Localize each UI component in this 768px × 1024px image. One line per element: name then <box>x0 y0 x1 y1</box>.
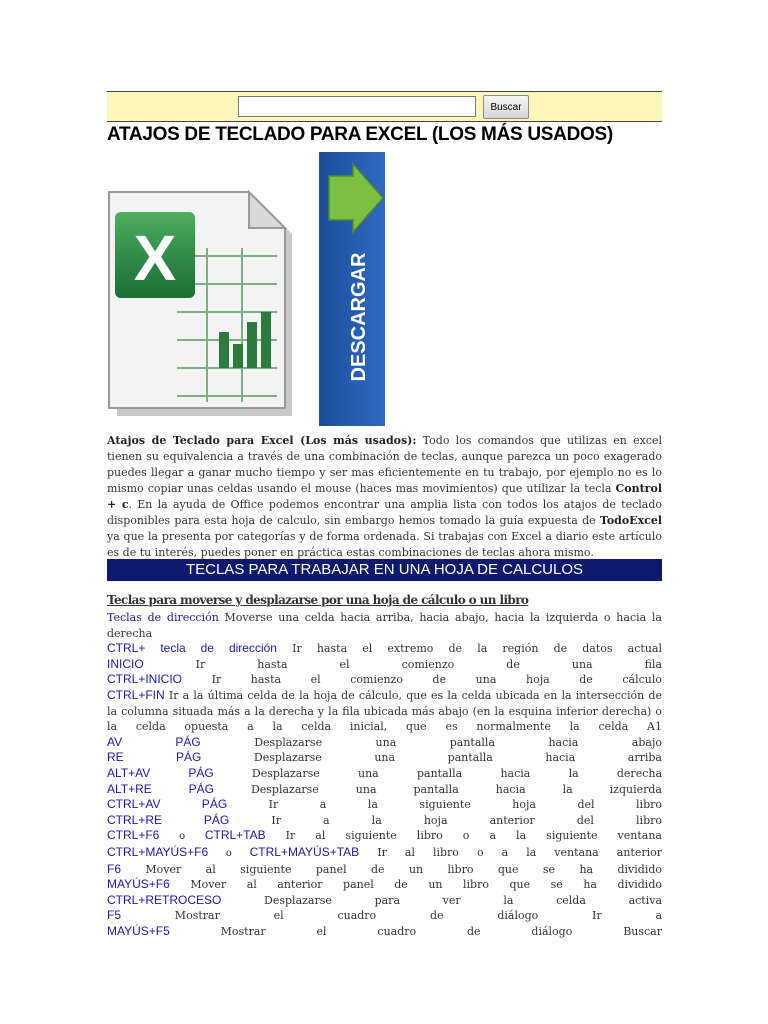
shortcut-desc: Ir hasta el comienzo de una fila <box>143 657 662 671</box>
shortcut-key[interactable]: CTRL+F6 <box>107 828 160 843</box>
shortcut-desc: Mover al siguiente panel de un libro que se ha dividido <box>121 862 662 876</box>
shortcut-key[interactable]: ALT+AV PÁG <box>107 765 214 780</box>
intro-text-2: . En la ayuda de Office podemos encontrar una amplia lista con todos los atajos de teclado disponibles para esta hoja de calculo, sin embargo hemos tomado la guía expuesta de <box>107 498 662 527</box>
search-bar <box>107 91 662 122</box>
shortcut-separator: o <box>208 847 250 859</box>
shortcut-desc: Ir a la siguiente hoja del libro <box>227 798 663 812</box>
shortcut-desc: Desplazarse una pantalla hacia la derecha <box>213 766 663 780</box>
shortcut-key[interactable]: MAYÚS+F5 <box>107 923 170 938</box>
shortcut-desc: Ir a la hoja anterior del libro <box>229 813 662 827</box>
shortcut-key[interactable]: CTRL+FIN <box>107 687 165 702</box>
shortcut-desc: Ir hasta el comienzo de una hoja de cálculo <box>182 673 662 687</box>
shortcut-key[interactable]: CTRL+ tecla de dirección <box>107 641 277 656</box>
shortcut-desc: Moverse una celda hacia arriba, hacia abajo, hacia la izquierda o hacia la derecha <box>107 611 662 640</box>
list-item <box>107 908 662 924</box>
shortcut-key[interactable]: Teclas de dirección <box>107 611 219 624</box>
shortcut-desc: Desplazarse una pantalla hacia abajo <box>200 735 662 749</box>
shortcut-key[interactable]: CTRL+RETROCESO <box>107 892 222 907</box>
list-item <box>107 828 662 845</box>
page-title: ATAJOS DE TECLADO PARA EXCEL (LOS MÁS USADOS) <box>107 124 613 145</box>
list-item <box>107 862 662 878</box>
shortcut-key-alt[interactable]: CTRL+TAB <box>204 828 266 843</box>
list-item <box>107 782 662 798</box>
shortcut-desc: Desplazarse para ver la celda activa <box>221 893 662 907</box>
shortcut-desc: Mostrar el cuadro de diálogo Buscar <box>169 924 662 938</box>
section-banner: TECLAS PARA TRABAJAR EN UNA HOJA DE CALCULOS <box>107 559 662 581</box>
list-item <box>107 641 662 657</box>
shortcut-key[interactable]: F5 <box>107 908 122 923</box>
intro-lead: Atajos de Teclado para Excel (Los más usados): <box>107 434 417 447</box>
shortcut-key[interactable]: RE PÁG <box>107 750 202 765</box>
list-item <box>107 924 662 940</box>
search-button[interactable]: Buscar <box>483 95 529 119</box>
intro-brand: TodoExcel <box>599 514 662 527</box>
list-item <box>107 672 662 688</box>
shortcut-key[interactable]: INICIO <box>107 656 144 671</box>
shortcut-key[interactable]: MAYÚS+F6 <box>107 877 170 892</box>
shortcut-key[interactable]: CTRL+MAYÚS+F6 <box>107 844 209 859</box>
shortcut-key[interactable]: AV PÁG <box>107 734 201 749</box>
shortcut-key[interactable]: CTRL+AV PÁG <box>107 797 228 812</box>
shortcut-desc: Mostrar el cuadro de diálogo Ir a <box>121 909 662 923</box>
shortcut-key[interactable]: ALT+RE PÁG <box>107 781 214 796</box>
shortcut-desc: Desplazarse una pantalla hacia la izquierda <box>213 782 662 796</box>
list-item <box>107 845 662 862</box>
intro-key: Control + c <box>107 482 662 511</box>
shortcut-desc: Mover al anterior panel de un libro que se ha dividido <box>169 878 662 892</box>
intro-text-1: Todo los comandos que utilizas en excel tienen su equivalencia a través de una combinación de teclas, aunque parezca un poco exagerado puedes llegar a ganar mucho tiempo y ser mas eficientemente en tu trabajo, por ejemplo no es lo mismo copiar unas celdas usando el mouse (haces mas movimientos) que utilizar la tecla <box>107 434 662 495</box>
list-item <box>107 797 662 813</box>
excel-logo-icon <box>115 212 195 298</box>
list-item <box>107 877 662 893</box>
shortcut-key-alt[interactable]: CTRL+MAYÚS+TAB <box>249 844 360 859</box>
list-item <box>107 766 662 782</box>
shortcut-desc: Ir al libro o a la ventana anterior <box>359 845 662 859</box>
search-input[interactable] <box>238 96 476 117</box>
intro-text-3: ya que la presenta por categorías y de forma ordenada. Si trabajas con Excel a diario este artículo es de tu interés, puedes poner en práctica estas combinaciones de teclas ahora mismo. <box>107 530 662 559</box>
shortcut-desc: Ir al siguiente libro o a la siguiente ventana <box>265 829 662 843</box>
shortcut-desc: Desplazarse una pantalla hacia arriba <box>201 751 662 765</box>
list-item <box>107 735 662 751</box>
subheading: Teclas para moverse y desplazarse por una hoja de cálculo o un libro <box>107 593 529 607</box>
intro-paragraph <box>107 433 662 561</box>
list-item <box>107 893 662 909</box>
list-item <box>107 610 662 641</box>
shortcut-list <box>107 610 662 939</box>
shortcut-desc: Ir a la última celda de la hoja de cálculo, que es la celda ubicada en la intersección de la columna situada más a la derecha y la fila ubicada más abajo (en la esquina inferior derecha) o la celda opuesta a la celda inicial, que es normalmente la celda A1 <box>107 688 662 734</box>
list-item <box>107 688 662 735</box>
shortcut-separator: o <box>159 831 205 843</box>
svg-text:DESCARGAR: DESCARGAR <box>348 252 370 382</box>
list-item <box>107 750 662 766</box>
shortcut-key[interactable]: F6 <box>107 861 122 876</box>
list-item <box>107 657 662 673</box>
list-item <box>107 813 662 829</box>
shortcut-desc: Ir hasta el extremo de la región de datos actual <box>276 642 662 656</box>
shortcut-key[interactable]: CTRL+RE PÁG <box>107 812 230 827</box>
download-button <box>319 152 385 426</box>
excel-download-banner[interactable] <box>107 152 397 430</box>
svg-text:X: X <box>133 222 177 294</box>
shortcut-key[interactable]: CTRL+INICIO <box>107 672 183 687</box>
